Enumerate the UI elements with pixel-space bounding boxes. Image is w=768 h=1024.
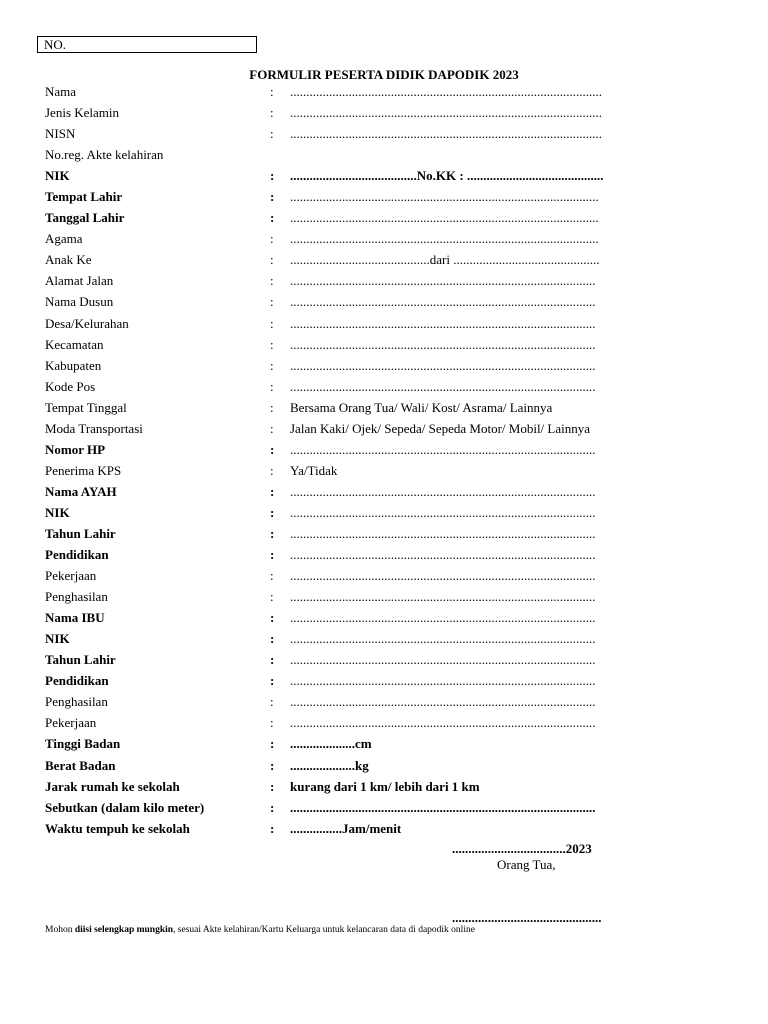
field-colon: : xyxy=(270,294,274,310)
footer-prefix: Mohon xyxy=(45,925,75,935)
field-label: Tanggal Lahir xyxy=(45,210,125,226)
field-value[interactable]: ................................................................................................ xyxy=(290,105,602,121)
field-value[interactable]: Bersama Orang Tua/ Wali/ Kost/ Asrama/ Lainnya xyxy=(290,399,553,415)
field-label: Nama xyxy=(45,84,77,99)
field-colon: : xyxy=(270,631,275,647)
field-label: Jenis Kelamin xyxy=(45,105,120,121)
form-title: FORMULIR PESERTA DIDIK DAPODIK 2023 xyxy=(249,67,519,82)
field-value[interactable]: .............................................................................................. xyxy=(290,378,596,394)
field-colon: : xyxy=(270,504,275,520)
field-label: Penghasilan xyxy=(45,694,108,710)
field-colon: : xyxy=(270,357,274,373)
field-colon: : xyxy=(270,547,275,563)
field-colon: : xyxy=(270,273,274,289)
form-row xyxy=(45,504,745,525)
field-value[interactable]: .............................................................................................. xyxy=(290,336,596,352)
form-row xyxy=(45,399,745,420)
field-colon: : xyxy=(270,189,275,205)
form-row xyxy=(45,525,745,546)
footer-emphasis: diisi selengkap mungkin xyxy=(74,925,174,935)
field-colon: : xyxy=(270,673,275,689)
field-label: Pendidikan xyxy=(45,547,109,563)
form-row xyxy=(45,778,745,799)
field-label: Pendidikan xyxy=(45,673,109,689)
field-value[interactable]: ................Jam/menit xyxy=(290,820,402,836)
form-row xyxy=(45,567,745,588)
field-label: Nama AYAH xyxy=(45,483,117,499)
field-label: Waktu tempuh ke sekolah xyxy=(45,820,190,836)
field-value[interactable]: .............................................................................................. xyxy=(290,483,596,499)
form-row xyxy=(45,357,745,378)
field-colon: : xyxy=(270,84,274,99)
field-label: NIK xyxy=(45,168,70,184)
form-row xyxy=(45,209,745,230)
form-row xyxy=(45,420,745,441)
field-label: Nomor HP xyxy=(45,441,106,457)
field-label: Tempat Lahir xyxy=(45,189,123,205)
field-colon: : xyxy=(270,252,274,268)
field-label: Pekerjaan xyxy=(45,568,97,584)
field-colon: : xyxy=(270,736,275,752)
field-value[interactable]: .......................................No.KK : .......................................... xyxy=(290,168,604,184)
field-label: Tinggi Badan xyxy=(45,736,121,752)
field-colon: : xyxy=(270,610,275,626)
form-row xyxy=(45,104,745,125)
field-value[interactable]: .............................................................................................. xyxy=(290,441,596,457)
form-row xyxy=(45,251,745,272)
form-row xyxy=(45,146,745,167)
field-value[interactable]: .............................................................................................. xyxy=(290,610,596,626)
field-value[interactable]: .............................................................................................. xyxy=(290,673,596,689)
field-colon: : xyxy=(270,525,275,541)
field-colon: : xyxy=(270,820,275,836)
field-colon: : xyxy=(270,441,275,457)
field-value[interactable]: .............................................................................................. xyxy=(290,357,596,373)
field-colon: : xyxy=(270,378,274,394)
field-colon: : xyxy=(270,757,275,773)
field-label: NIK xyxy=(45,504,70,520)
form-row xyxy=(45,83,745,104)
field-value[interactable]: .............................................................................................. xyxy=(290,568,596,584)
number-field[interactable] xyxy=(37,36,257,53)
field-colon: : xyxy=(270,126,274,142)
form-row xyxy=(45,483,745,504)
field-label: Anak Ke xyxy=(45,252,92,268)
field-colon: : xyxy=(270,210,275,226)
field-colon: : xyxy=(270,315,274,331)
field-label: No.reg. Akte kelahiran xyxy=(45,147,164,163)
field-value[interactable]: ............................................................................................... xyxy=(290,210,599,226)
field-colon: : xyxy=(270,652,275,668)
form-row xyxy=(45,630,745,651)
form-row xyxy=(45,820,745,841)
field-colon: : xyxy=(270,462,274,478)
form-row xyxy=(45,546,745,567)
form-row xyxy=(45,609,745,630)
form-row xyxy=(45,714,745,735)
field-label: Berat Badan xyxy=(45,757,116,773)
form-row xyxy=(45,378,745,399)
field-label: Nama Dusun xyxy=(45,294,114,310)
form-row xyxy=(45,272,745,293)
field-value[interactable]: ............................................................................................... xyxy=(290,231,599,247)
field-colon: : xyxy=(270,483,275,499)
form-row xyxy=(45,125,745,146)
field-value[interactable]: .............................................................................................. xyxy=(290,652,596,668)
field-label: Agama xyxy=(45,231,83,247)
field-label: Nama IBU xyxy=(45,610,105,626)
field-value[interactable]: ...........................................dari ............................................. xyxy=(290,252,600,268)
field-value[interactable]: .............................................................................................. xyxy=(290,715,596,731)
field-label: Tahun Lahir xyxy=(45,525,116,541)
form-row xyxy=(45,588,745,609)
field-colon: : xyxy=(270,799,275,815)
field-label: Desa/Kelurahan xyxy=(45,315,129,331)
signature-line: .............................................. xyxy=(452,910,602,925)
field-value[interactable]: .............................................................................................. xyxy=(290,294,596,310)
field-label: NIK xyxy=(45,631,70,647)
field-value[interactable]: .............................................................................................. xyxy=(290,315,596,331)
field-value[interactable]: Jalan Kaki/ Ojek/ Sepeda/ Sepeda Motor/ Mobil/ Lainnya xyxy=(290,420,591,436)
field-value[interactable]: ................................................................................................ xyxy=(290,84,602,99)
form-row xyxy=(45,651,745,672)
field-colon: : xyxy=(270,399,274,415)
form-row xyxy=(45,441,745,462)
field-label: Pekerjaan xyxy=(45,715,97,731)
field-colon: : xyxy=(270,589,274,605)
form-row xyxy=(45,188,745,209)
field-value[interactable]: ................................................................................................ xyxy=(290,126,602,142)
field-value[interactable]: .............................................................................................. xyxy=(290,273,596,289)
field-label: Moda Transportasi xyxy=(45,420,143,436)
field-value[interactable]: .............................................................................................. xyxy=(290,504,596,520)
field-label: Tempat Tinggal xyxy=(45,399,127,415)
field-label: Alamat Jalan xyxy=(45,273,114,289)
field-label: Kode Pos xyxy=(45,378,96,394)
field-colon: : xyxy=(270,420,274,436)
field-label: Penghasilan xyxy=(45,589,108,605)
field-label: Kabupaten xyxy=(45,357,102,373)
field-colon: : xyxy=(270,694,274,710)
form-row xyxy=(45,293,745,314)
form-row xyxy=(45,462,745,483)
form-row xyxy=(45,315,745,336)
field-colon: : xyxy=(270,568,274,584)
form-row xyxy=(45,693,745,714)
signature-role: Orang Tua, xyxy=(497,857,556,872)
footer-suffix: , sesuai Akte kelahiran/Kartu Keluarga untuk kelancaran data di dapodik online xyxy=(173,925,475,935)
field-value[interactable]: .............................................................................................. xyxy=(290,547,596,563)
field-value[interactable]: .............................................................................................. xyxy=(290,694,596,710)
form-row xyxy=(45,230,745,251)
field-colon: : xyxy=(270,168,275,184)
field-value[interactable]: .............................................................................................. xyxy=(290,525,596,541)
form-row xyxy=(45,672,745,693)
field-colon: : xyxy=(270,336,274,352)
field-value[interactable]: ............................................................................................... xyxy=(290,189,599,205)
form-fields xyxy=(45,83,745,841)
number-label: NO. xyxy=(44,37,67,52)
field-value[interactable]: .............................................................................................. xyxy=(290,589,596,605)
signature-date: ...................................2023 xyxy=(452,841,592,856)
field-value[interactable]: .............................................................................................. xyxy=(290,631,596,647)
field-value[interactable]: Ya/Tidak xyxy=(290,462,338,478)
field-label: NISN xyxy=(45,126,76,142)
footer-note xyxy=(45,924,475,936)
form-row xyxy=(45,735,745,756)
field-value[interactable]: kurang dari 1 km/ lebih dari 1 km xyxy=(290,778,480,794)
field-colon: : xyxy=(270,778,275,794)
field-label: Tahun Lahir xyxy=(45,652,116,668)
field-label: Penerima KPS xyxy=(45,462,122,478)
field-label: Jarak rumah ke sekolah xyxy=(45,778,180,794)
field-colon: : xyxy=(270,715,274,731)
field-value[interactable]: ....................cm xyxy=(290,736,372,752)
field-colon: : xyxy=(270,105,274,121)
field-colon: : xyxy=(270,231,274,247)
form-row xyxy=(45,757,745,778)
field-label: Kecamatan xyxy=(45,336,104,352)
field-value[interactable]: ....................kg xyxy=(290,757,369,773)
field-value[interactable]: .............................................................................................. xyxy=(290,799,596,815)
form-row xyxy=(45,799,745,820)
form-row xyxy=(45,167,745,188)
form-row xyxy=(45,336,745,357)
field-label: Sebutkan (dalam kilo meter) xyxy=(45,799,205,815)
